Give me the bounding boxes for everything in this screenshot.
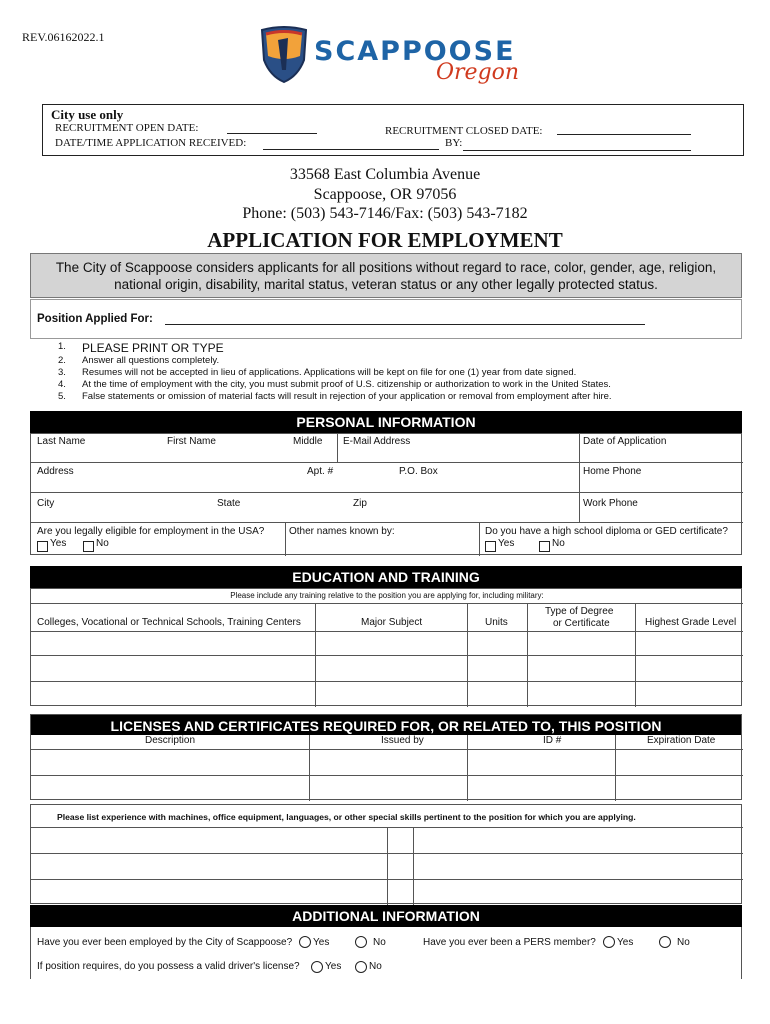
logo-title: SCAPPOOSE xyxy=(314,36,516,67)
col-degree-line1: Type of Degree xyxy=(545,606,614,617)
personal-info-heading: PERSONAL INFORMATION xyxy=(30,411,742,433)
personal-info-grid xyxy=(30,433,742,555)
employed-no-label: No xyxy=(373,937,386,948)
position-label: Position Applied For: xyxy=(37,313,153,325)
education-note: Please include any training relative to the position you are applying for, including military: xyxy=(230,591,544,600)
col-description: Description xyxy=(145,735,196,746)
pers-no-radio[interactable] xyxy=(659,936,671,948)
pers-yes-label: Yes xyxy=(617,937,634,948)
last-name-label: Last Name xyxy=(37,436,86,447)
by-field[interactable] xyxy=(463,150,691,151)
col-degree-line2: or Certificate xyxy=(553,618,610,629)
col-issued: Issued by xyxy=(381,735,424,746)
address-label: Address xyxy=(37,466,74,477)
col-id: ID # xyxy=(543,735,562,746)
pers-no-label: No xyxy=(677,937,690,948)
open-date-field[interactable] xyxy=(227,133,317,134)
closed-date-field[interactable] xyxy=(557,134,691,135)
diploma-no-label: No xyxy=(552,538,565,549)
diploma-no-checkbox[interactable] xyxy=(539,541,550,552)
po-box-label: P.O. Box xyxy=(399,466,438,477)
employed-no-radio[interactable] xyxy=(355,936,367,948)
col-expiration: Expiration Date xyxy=(647,735,716,746)
home-phone-label: Home Phone xyxy=(583,466,642,477)
shield-icon xyxy=(258,26,310,84)
eligible-no-checkbox[interactable] xyxy=(83,541,94,552)
pers-yes-radio[interactable] xyxy=(603,936,615,948)
city-label: City xyxy=(37,498,55,509)
eligible-yes-checkbox[interactable] xyxy=(37,541,48,552)
education-heading: EDUCATION AND TRAINING xyxy=(30,566,742,588)
col-major: Major Subject xyxy=(361,617,423,628)
eligible-no-label: No xyxy=(96,538,109,549)
diploma-question: Do you have a high school diploma or GED certificate? xyxy=(485,526,728,537)
email-label: E-Mail Address xyxy=(343,436,411,447)
license-no-radio[interactable] xyxy=(355,961,367,973)
closed-date-label: RECRUITMENT CLOSED DATE: xyxy=(385,125,543,137)
education-grid xyxy=(30,588,742,706)
employed-yes-radio[interactable] xyxy=(299,936,311,948)
middle-label: Middle xyxy=(293,436,323,447)
col-colleges: Colleges, Vocational or Technical Schools, Training Centers xyxy=(37,617,301,628)
city-use-title: City use only xyxy=(51,107,124,122)
license-question: If position requires, do you possess a valid driver's license? xyxy=(37,961,300,972)
license-yes-radio[interactable] xyxy=(311,961,323,973)
eligible-question: Are you legally eligible for employment in the USA? xyxy=(37,526,265,537)
received-field[interactable] xyxy=(263,149,439,150)
position-input[interactable] xyxy=(165,324,645,325)
received-label: DATE/TIME APPLICATION RECEIVED: xyxy=(55,137,247,149)
page-title: APPLICATION FOR EMPLOYMENT xyxy=(207,228,563,252)
position-box xyxy=(30,299,742,339)
diploma-yes-checkbox[interactable] xyxy=(485,541,496,552)
by-label: BY: xyxy=(445,137,463,149)
state-label: State xyxy=(217,498,241,509)
first-name-label: First Name xyxy=(167,436,216,447)
licenses-heading: LICENSES AND CERTIFICATES REQUIRED FOR, OR RELATED TO, THIS POSITION xyxy=(31,715,741,735)
city-logo xyxy=(258,26,528,86)
skills-grid xyxy=(30,804,742,904)
additional-heading: ADDITIONAL INFORMATION xyxy=(30,905,742,927)
additional-grid xyxy=(30,927,742,979)
skills-prompt: Please list experience with machines, office equipment, languages, or other special skills pertinent to the position for which you are applying. xyxy=(57,812,636,822)
address-phone: Phone: (503) 543-7146/Fax: (503) 543-7182 xyxy=(242,205,528,222)
work-phone-label: Work Phone xyxy=(583,498,638,509)
license-no-label: No xyxy=(369,961,382,972)
open-date-label: RECRUITMENT OPEN DATE: xyxy=(55,122,199,134)
city-use-box xyxy=(42,104,744,156)
col-units: Units xyxy=(485,617,508,628)
address-city: Scappoose, OR 97056 xyxy=(313,186,457,203)
diploma-yes-label: Yes xyxy=(498,538,515,549)
revision-number: REV.06162022.1 xyxy=(22,30,105,44)
eligible-yes-label: Yes xyxy=(50,538,67,549)
col-grade: Highest Grade Level xyxy=(645,617,737,628)
other-names-label: Other names known by: xyxy=(289,526,395,537)
address-street: 33568 East Columbia Avenue xyxy=(289,166,481,183)
zip-label: Zip xyxy=(353,498,367,509)
apt-label: Apt. # xyxy=(307,466,334,477)
employed-yes-label: Yes xyxy=(313,937,330,948)
logo-subtitle: Oregon xyxy=(436,60,520,85)
date-of-application-label: Date of Application xyxy=(583,436,667,447)
license-yes-label: Yes xyxy=(325,961,342,972)
employed-question: Have you ever been employed by the City of Scappoose? xyxy=(37,937,293,948)
pers-question: Have you ever been a PERS member? xyxy=(423,937,596,948)
licenses-grid xyxy=(30,714,742,800)
eeo-disclaimer: The City of Scappoose considers applicants for all positions without regard to race, color, gender, age, religion, national origin, disability, marital status, veteran status or any other legally protected status. xyxy=(30,253,742,298)
